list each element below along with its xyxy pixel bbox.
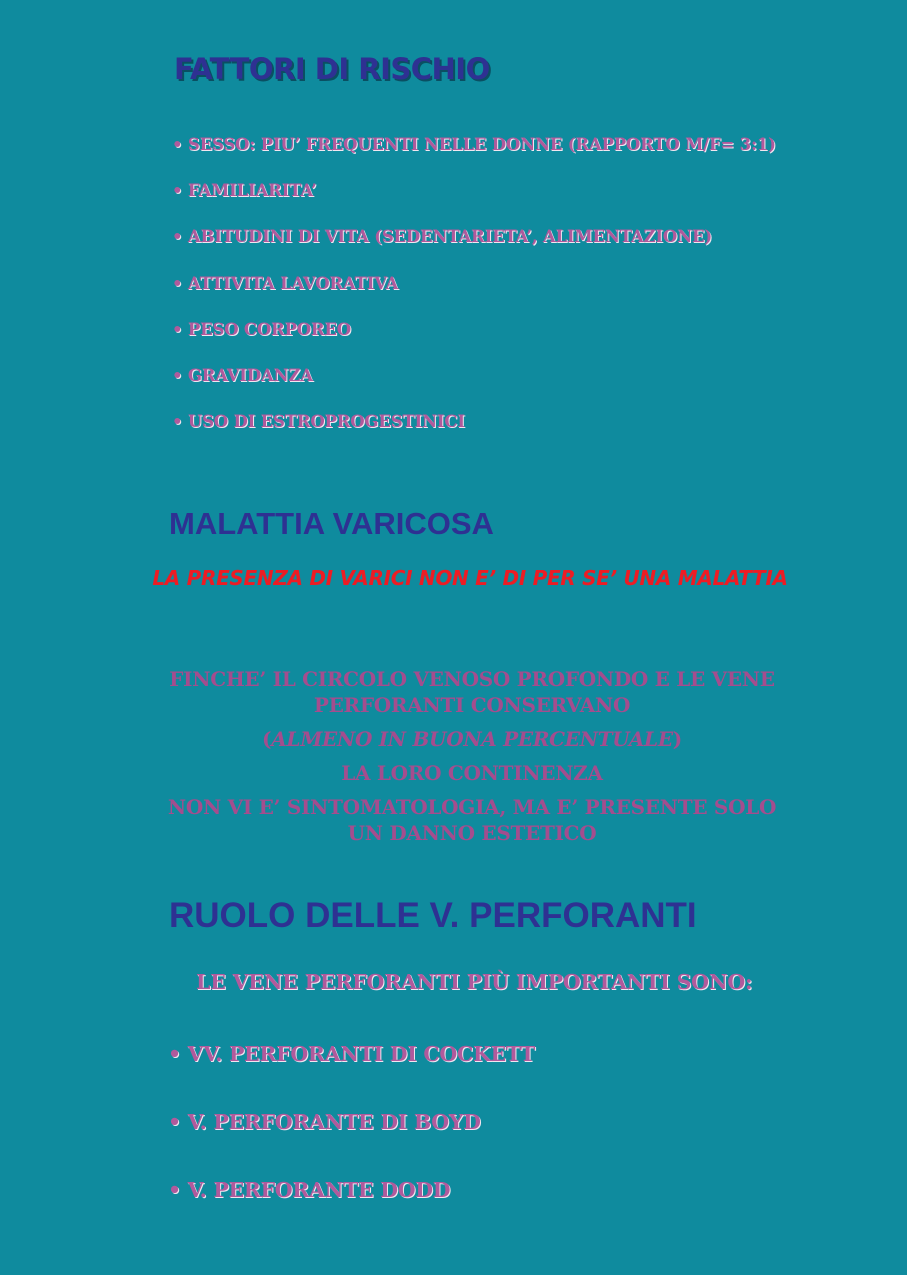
- varicose-disease-title: MALATTIA VARICOSA: [169, 506, 494, 541]
- risk-factor-pregnancy: • GRAVIDANZA: [172, 365, 313, 385]
- perforators-intro: LE VENE PERFORANTI PIÙ IMPORTANTI SONO:: [196, 970, 753, 994]
- explanation-line-4: NON VI E’ SINTOMATOLOGIA, MA E’ PRESENTE SOLO UN DANNO ESTETICO: [167, 795, 777, 845]
- explanation-italic: ALMENO IN BUONA PERCENTUALE: [271, 727, 673, 751]
- explanation-line-3: LA LORO CONTINENZA: [341, 761, 603, 785]
- risk-factors-list: [172, 133, 776, 456]
- explanation-line-2: [150, 726, 794, 752]
- risk-factor-work: • ATTIVITA LAVORATIVA: [172, 273, 399, 293]
- risk-factor-lifestyle: • ABITUDINI DI VITA (SEDENTARIETA’, ALIMENTAZIONE): [172, 227, 712, 247]
- varicose-note: LA PRESENZA DI VARICI NON E’ DI PER SE’ UNA MALATTIA: [152, 566, 788, 590]
- paren-close: ): [672, 727, 682, 751]
- risk-factor-estroprogestins: • USO DI ESTROPROGESTINICI: [172, 412, 465, 432]
- perforator-boyd: • V. PERFORANTE DI BOYD: [168, 1110, 481, 1134]
- perforator-dodd: • V. PERFORANTE DODD: [168, 1178, 451, 1202]
- varicose-explanation: [150, 666, 794, 846]
- explanation-line-1: FINCHE’ IL CIRCOLO VENOSO PROFONDO E LE VENE PERFORANTI CONSERVANO: [169, 667, 775, 717]
- perforator-cockett: • VV. PERFORANTI DI COCKETT: [168, 1042, 536, 1066]
- risk-factor-sex: • SESSO: PIU’ FREQUENTI NELLE DONNE (RAPPORTO M/F= 3:1): [172, 135, 776, 154]
- perforators-list: [168, 1040, 535, 1244]
- risk-factor-familiarity: • FAMILIARITA’: [172, 181, 317, 201]
- risk-factors-title: FATTORI DI RISCHIO: [174, 52, 490, 86]
- paren-open: (: [262, 727, 272, 751]
- risk-factor-weight: • PESO CORPOREO: [172, 319, 351, 339]
- perforators-title: RUOLO DELLE V. PERFORANTI: [169, 896, 697, 935]
